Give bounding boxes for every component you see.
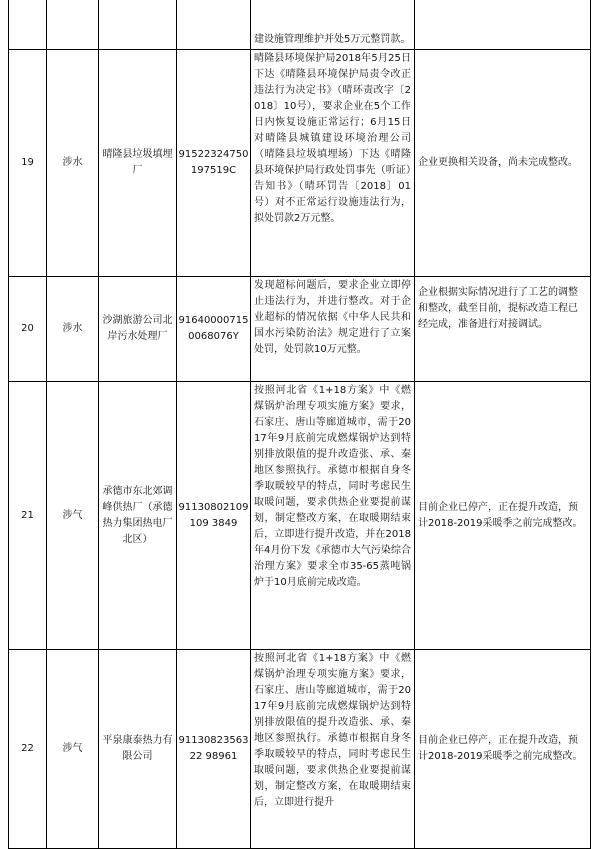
requirement-text: 按照河北省《1+18方案》中《燃煤锅炉治理专项实施方案》要求，石家庄、唐山等廊道城市，需于2017年9月底前完成燃煤锅炉达到特别排放限值的提升改造张、承、秦地区参照执行。承德市根据自身冬季取暖较早的特点，同时考虑民生取暖问题，要求供热企业要提前谋划，制定整改方案，在取暖期结束后，立即进行提升	[254, 653, 411, 808]
status-text: 目前企业已停产，正在提升改造，预计2018-2019采暖季之前完成整改。	[415, 650, 591, 849]
row-number: 22	[9, 650, 47, 849]
requirement-cell	[251, 50, 415, 277]
requirement-text: 晴隆县环境保护局2018年5月25日下达《晴隆县环境保护局责令改正违法行为决定书》（晴环责改字〔2018〕10号），要求企业在5个工作日内恢复设施正常运行；6月15日对晴隆县城镇建设环境治理公司（晴隆县垃圾填埋场）下达《晴隆县环境保护局行政处罚事先（听证）告知书》（晴环罚告〔2018〕01号）对不正常运行设施违法行为，拟处罚款2万元整。	[254, 53, 411, 224]
table-row	[9, 50, 591, 277]
table-row	[9, 277, 591, 382]
credit-code: 916400007150068076Y	[177, 277, 251, 382]
row-number	[9, 0, 47, 50]
company-name: 沙湖旅游公司北岸污水处理厂	[99, 277, 177, 382]
row-number: 21	[9, 382, 47, 650]
requirement-text: 建设施管理维护并处5万元整罚款。	[254, 34, 411, 45]
company-name: 承德市东北郊调峰供热厂（承德热力集团热电厂北区）	[99, 382, 177, 650]
requirement-text: 发现超标问题后，要求企业立即停止违法行为，并进行整改。对于企业超标的情况依据《中华人民共和国水污染防治法》规定进行了立案处罚，处罚款10万元整。	[254, 280, 411, 355]
credit-code: 91130802109109 3849	[177, 382, 251, 650]
company-name	[99, 0, 177, 50]
company-name: 晴隆县垃圾填埋厂	[99, 50, 177, 277]
status-text: 目前企业已停产，正在提升改造，预计2018-2019采暖季之前完成整改。	[415, 382, 591, 650]
credit-code: 91522324750197519C	[177, 50, 251, 277]
pollution-type	[47, 0, 99, 50]
requirement-text: 按照河北省《1+18方案》中《燃煤锅炉治理专项实施方案》要求，石家庄、唐山等廊道城市，需于2017年9月底前完成燃煤锅炉达到特别排放限值的提升改造张、承、秦地区参照执行。承德市根据自身冬季取暖较早的特点，同时考虑民生取暖问题，要求供热企业要提前谋划，制定整改方案，在取暖期结束后，立即进行提升改造，并在2018年4月份下发《承德市大气污染综合治理方案》要求全市35-65蒸吨锅炉于10月底前完成改造。	[254, 385, 411, 588]
row-number: 19	[9, 50, 47, 277]
table-row	[9, 650, 591, 849]
pollution-type: 涉气	[47, 382, 99, 650]
table-row	[9, 382, 591, 650]
table-row	[9, 0, 591, 50]
requirement-cell	[251, 277, 415, 382]
credit-code	[177, 0, 251, 50]
credit-code: 9113082356322 98961	[177, 650, 251, 849]
rectification-table	[8, 0, 591, 849]
row-number: 20	[9, 277, 47, 382]
requirement-cell	[251, 0, 415, 50]
pollution-type: 涉气	[47, 650, 99, 849]
status-text: 企业更换相关设备，尚未完成整改。	[415, 50, 591, 277]
pollution-type: 涉水	[47, 50, 99, 277]
company-name: 平泉康泰热力有限公司	[99, 650, 177, 849]
pollution-type: 涉水	[47, 277, 99, 382]
requirement-cell	[251, 382, 415, 650]
status-text	[415, 0, 591, 50]
status-text: 企业根据实际情况进行了工艺的调整和整改，截至目前，提标改造工程已经完成，准备进行对接调试。	[415, 277, 591, 382]
requirement-cell	[251, 650, 415, 849]
